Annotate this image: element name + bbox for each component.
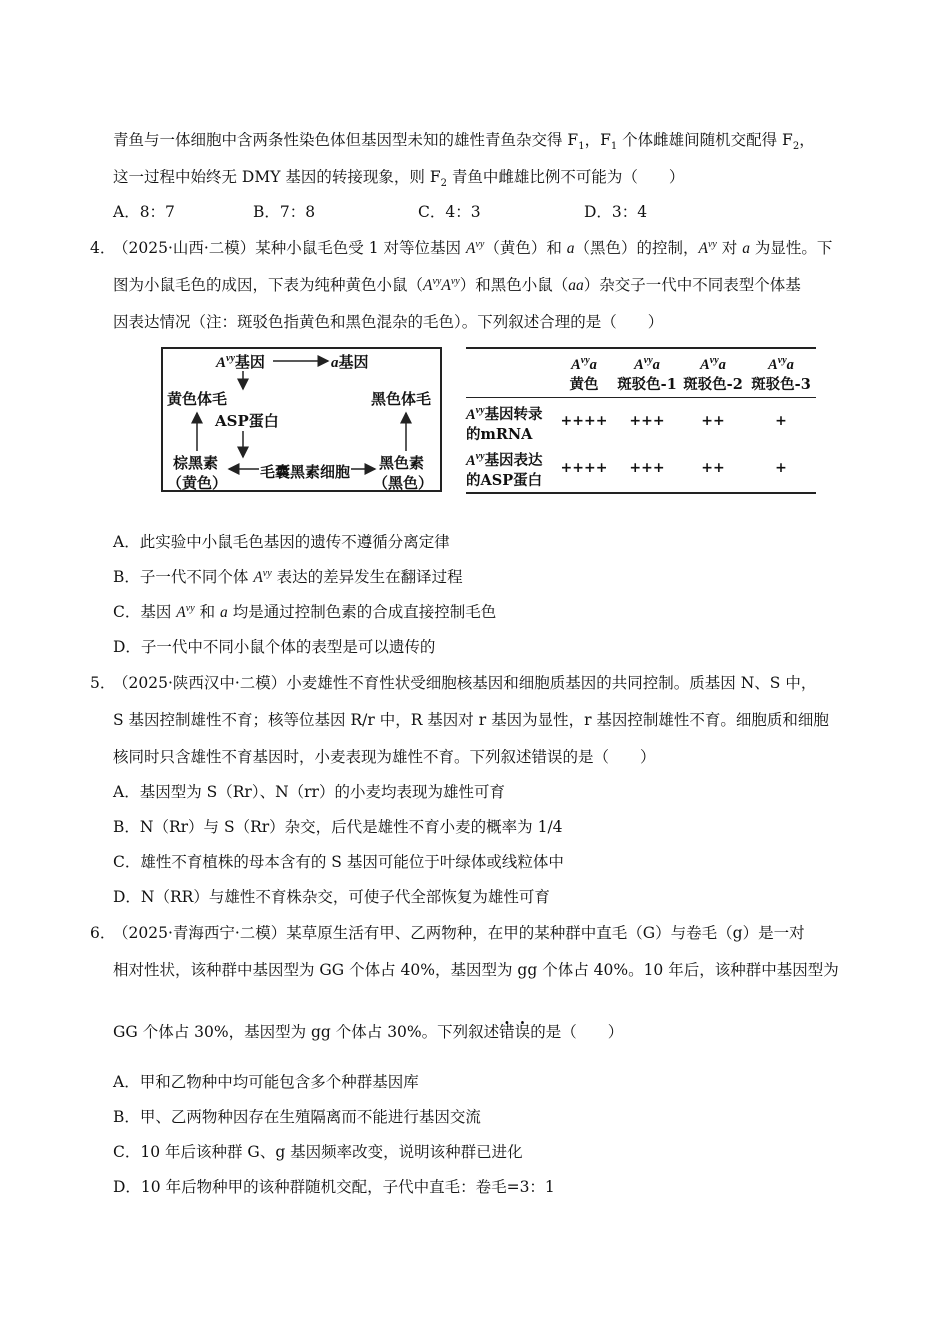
table-row2-label: $A^{vy}$基因表达 的ASP蛋白	[466, 451, 543, 489]
table-header-2: $A^{vy}a$ 斑驳色-1	[617, 355, 677, 393]
diagram-black-melanin: 黑色素	[379, 454, 425, 472]
q5-option-a: A．基因型为 S（Rr）、N（rr）的小麦均表现为雄性可育	[113, 783, 505, 801]
q5-option-c: C．雄性不育植株的母本含有的 S 基因可能位于叶绿体或线粒体中	[113, 853, 564, 871]
q6-option-a: A．甲和乙物种中均可能包含多个种群基因库	[113, 1073, 419, 1091]
q6-number: 6．	[90, 924, 116, 942]
diagram-gene-avy: $A^{vy}$基因	[216, 353, 265, 371]
table-row1-cell: ++++	[560, 413, 608, 429]
table-row1-cell: +++	[629, 413, 665, 429]
q6-option-d: D．10 年后物种甲的该种群随机交配，子代中直毛：卷毛=3：1	[113, 1178, 555, 1196]
table-header-1: $A^{vy}a$ 黄色	[569, 355, 599, 393]
q5-stem-line2: S 基因控制雄性不育；核等位基因 R/r 中，R 基因对 r 基因为显性，r 基因控制雄性不育。细胞质和细胞	[113, 711, 829, 729]
q3-stem-line1: 青鱼与一体细胞中含两条性染色体但基因型未知的雄性青鱼杂交得 $F_1$，$F_1$ 个体雌雄间随机交配得 $F_2$，	[113, 131, 815, 153]
diagram-brown-melanin: 棕黑素	[173, 454, 219, 472]
q3-option-b: B．7：8	[253, 203, 316, 221]
q3-stem-line2: 这一过程中始终无 DMY 基因的转接现象，则 $F_2$ 青鱼中雌雄比例不可能为（ ）	[113, 168, 685, 190]
diagram-black-fur: 黑色体毛	[371, 390, 432, 408]
coat-color-diagram	[161, 347, 442, 492]
table-row1-label: $A^{vy}$基因转录 的mRNA	[466, 405, 543, 443]
diagram-yellow-fur: 黄色体毛	[167, 390, 228, 408]
q6-option-b: B．甲、乙两物种因存在生殖隔离而不能进行基因交流	[113, 1108, 481, 1126]
table-row1-cell: ++	[701, 413, 725, 429]
diagram-brown-color: （黄色）	[167, 474, 228, 492]
q4-option-d: D．子一代中不同小鼠个体的表型是可以遗传的	[113, 638, 436, 656]
table-row2-cell: +	[775, 460, 787, 476]
table-header-3: $A^{vy}a$ 斑驳色-2	[683, 355, 743, 393]
q6-option-c: C．10 年后该种群 G、g 基因频率改变，说明该种群已进化	[113, 1143, 523, 1161]
diagram-melanocyte: 毛囊黑素细胞	[260, 463, 351, 481]
q6-stem-line1: （2025·青海西宁·二模）某草原生活有甲、乙两物种，在甲的某种群中直毛（G）与卷毛（g）是一对	[113, 924, 805, 942]
q4-number: 4．	[90, 239, 116, 257]
table-row2-cell: ++	[701, 460, 725, 476]
q4-stem-line2: 图为小鼠毛色的成因，下表为纯种黄色小鼠$(A^{vy}A^{vy})$和黑色小鼠（aa）杂交子一代中不同表型个体基	[113, 275, 801, 294]
q5-stem-line1: （2025·陕西汉中·二模）小麦雄性不育性状受细胞核基因和细胞质基因的共同控制。质基因 N、S 中，	[113, 674, 817, 692]
diagram-black-color: （黑色）	[373, 474, 434, 492]
q5-stem-line3: 核同时只含雄性不育基因时，小麦表现为雄性不育。下列叙述错误的是（ ）	[113, 748, 656, 766]
table-row2-cell: ++++	[560, 460, 608, 476]
q3-option-a: A．8：7	[113, 203, 175, 221]
q6-stem-line2: 相对性状，该种群中基因型为 GG 个体占 40%，基因型为 gg 个体占 40%。10 年后，该种群中基因型为	[113, 961, 839, 979]
q5-option-b: B．N（Rr）与 S（Rr）杂交，后代是雄性不育小麦的概率为 1/4	[113, 818, 563, 836]
diagram-asp-protein: ASP蛋白	[215, 412, 279, 430]
q5-number: 5．	[90, 674, 116, 692]
q3-option-c: C．4：3	[418, 203, 481, 221]
q6-stem-line3: GG 个体占 30%，基因型为 gg 个体占 30%。下列叙述错误的是（ ）	[113, 1023, 624, 1041]
table-row2-cell: +++	[629, 460, 665, 476]
table-header-4: $A^{vy}a$ 斑驳色-3	[751, 355, 811, 393]
q5-option-d: D．N（RR）与雄性不育株杂交，可使子代全部恢复为雄性可育	[113, 888, 550, 906]
q4-stem-line1: （2025·山西·二模）某种小鼠毛色受 1 对等位基因 $A^{vy}$（黄色）和 a（黑色）的控制，$A^{vy}$ 对 a 为显性。下	[113, 238, 833, 257]
q4-option-b: B．子一代不同个体 $A^{vy}$ 表达的差异发生在翻译过程	[113, 567, 463, 586]
diagram-gene-a: a基因	[331, 353, 369, 371]
gene-expression-table	[466, 347, 816, 494]
q4-option-c: C．基因 $A^{vy}$ 和 a 均是通过控制色素的合成直接控制毛色	[113, 602, 497, 621]
table-row1-cell: +	[775, 413, 787, 429]
q3-option-d: D．3：4	[584, 203, 648, 221]
q4-option-a: A．此实验中小鼠毛色基因的遗传不遵循分离定律	[113, 533, 450, 551]
q4-stem-line3: 因表达情况（注：斑驳色指黄色和黑色混杂的毛色）。下列叙述合理的是（ ）	[113, 313, 664, 331]
